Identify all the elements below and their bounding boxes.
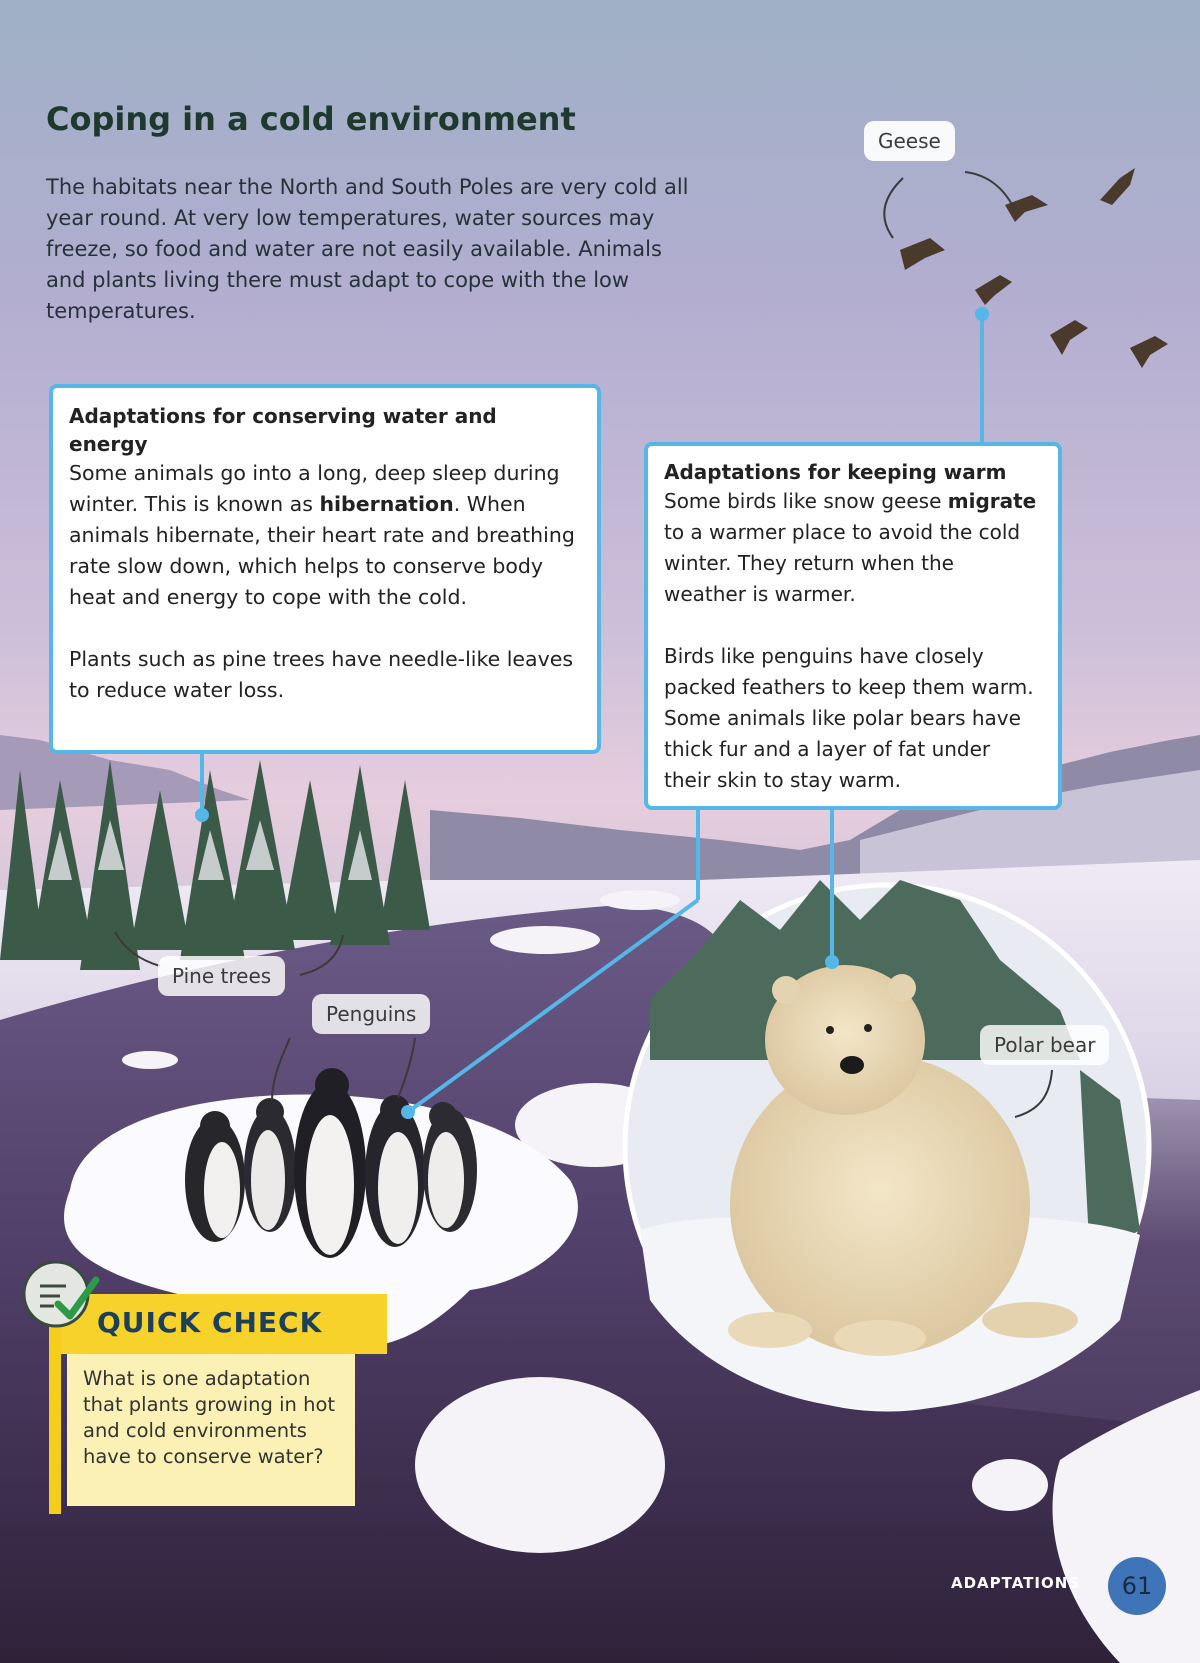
keeping-warm-heading: Adaptations for keeping warm [664, 460, 1007, 484]
pine-leaves-paragraph: Plants such as pine trees have needle-like leaves to reduce water loss. [69, 647, 574, 702]
quick-check-body [67, 1354, 355, 1506]
hibernation-paragraph: Some animals go into a long, deep sleep during winter. This is known as hibernation. When animals hibernate, their heart rate and breathing rate slow down, which helps to conserve body heat and energy to cope with the cold. [69, 461, 575, 609]
quick-check-question: What is one adaptation that plants growing in hot and cold environments have to conserve water? [83, 1367, 336, 1468]
migrate-keyword: migrate [947, 489, 1037, 513]
penguins-label: Penguins [312, 994, 430, 1034]
page-number: 61 [1108, 1557, 1166, 1615]
water-energy-heading: Adaptations for conserving water and energy [69, 404, 497, 456]
feathers-fur-paragraph: Birds like penguins have closely packed feathers to keep them warm. Some animals like polar bears have thick fur and a layer of fat under their skin to stay warm. [664, 644, 1034, 792]
intro-paragraph: The habitats near the North and South Poles are very cold all year round. At very low temperatures, water sources may freeze, so food and water are not easily available. Animals and plants living there must adapt to cope with the low temperatures. [46, 175, 689, 323]
quick-check-title: QUICK CHECK [97, 1306, 323, 1339]
quick-check-header [61, 1294, 387, 1354]
hibernation-keyword: hibernation [319, 492, 454, 516]
migration-paragraph: Some birds like snow geese migrate to a warmer place to avoid the cold winter. They return when the weather is warmer. [664, 489, 1037, 606]
section-footer: ADAPTATIONS [951, 1574, 1081, 1592]
geese-illustration [900, 168, 1168, 368]
polar-bear-label: Polar bear [980, 1025, 1109, 1065]
polar-bear-photo [625, 880, 1149, 1410]
page-title: Coping in a cold environment [46, 100, 576, 138]
geese-label: Geese [864, 121, 955, 161]
water-energy-callout [49, 384, 601, 754]
pine-trees-label: Pine trees [158, 956, 285, 996]
checklist-check-icon [20, 1254, 100, 1334]
keeping-warm-callout [644, 442, 1062, 810]
